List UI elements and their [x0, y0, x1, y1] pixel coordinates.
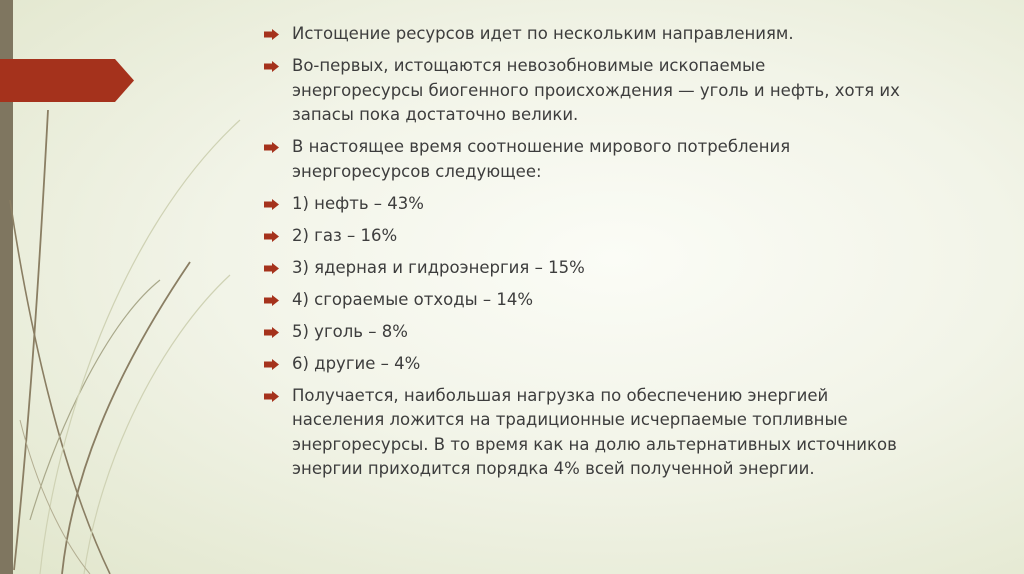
bullet-text: 6) другие – 4% — [292, 353, 421, 373]
arrow-bullet-icon — [264, 359, 279, 370]
bullet-item — [262, 54, 1002, 128]
bullet-text: Истощение ресурсов идет по нескольким направлениям. — [292, 24, 794, 43]
arrow-bullet-icon — [264, 263, 279, 274]
arrow-bullet-icon — [264, 231, 279, 242]
arrow-bullet-icon — [264, 29, 279, 40]
bullet-item — [262, 384, 1002, 482]
red-tab-decoration — [0, 59, 134, 102]
arrow-bullet-icon — [264, 295, 279, 306]
bullet-text: В настоящее время соотношение мирового потребления энергоресурсов следующее: — [292, 137, 791, 181]
bullet-text: 5) уголь – 8% — [292, 321, 408, 341]
bullet-item — [262, 192, 1002, 217]
arrow-bullet-icon — [264, 199, 279, 210]
bullet-text: 4) сгораемые отходы – 14% — [292, 289, 534, 309]
arrow-bullet-icon — [264, 327, 279, 338]
bullet-item — [262, 224, 1002, 249]
bullet-item — [262, 256, 1002, 281]
bullet-text: 1) нефть – 43% — [292, 193, 424, 213]
bullet-text: Получается, наибольшая нагрузка по обеспечению энергией населения ложится на традиционные исчерпаемые топливные энергоресурсы. В то время как на долю альтернативных источников энергии приходится порядка 4% всей полученной энергии. — [292, 385, 897, 478]
bullet-item — [262, 288, 1002, 313]
bullet-text: Во-первых, истощаются невозобновимые ископаемые энергоресурсы биогенного происхождения — уголь и нефть, хотя их запасы пока достаточно велики. — [292, 56, 900, 124]
arrow-bullet-icon — [264, 391, 279, 402]
bullet-item — [262, 320, 1002, 345]
arrow-bullet-icon — [264, 142, 279, 153]
bullet-list — [262, 22, 1002, 489]
arrow-bullet-icon — [264, 61, 279, 72]
bullet-item — [262, 352, 1002, 377]
bullet-item — [262, 135, 1002, 184]
bullet-text: 2) газ – 16% — [292, 225, 398, 245]
bullet-item — [262, 22, 1002, 47]
bullet-text: 3) ядерная и гидроэнергия – 15% — [292, 257, 585, 277]
